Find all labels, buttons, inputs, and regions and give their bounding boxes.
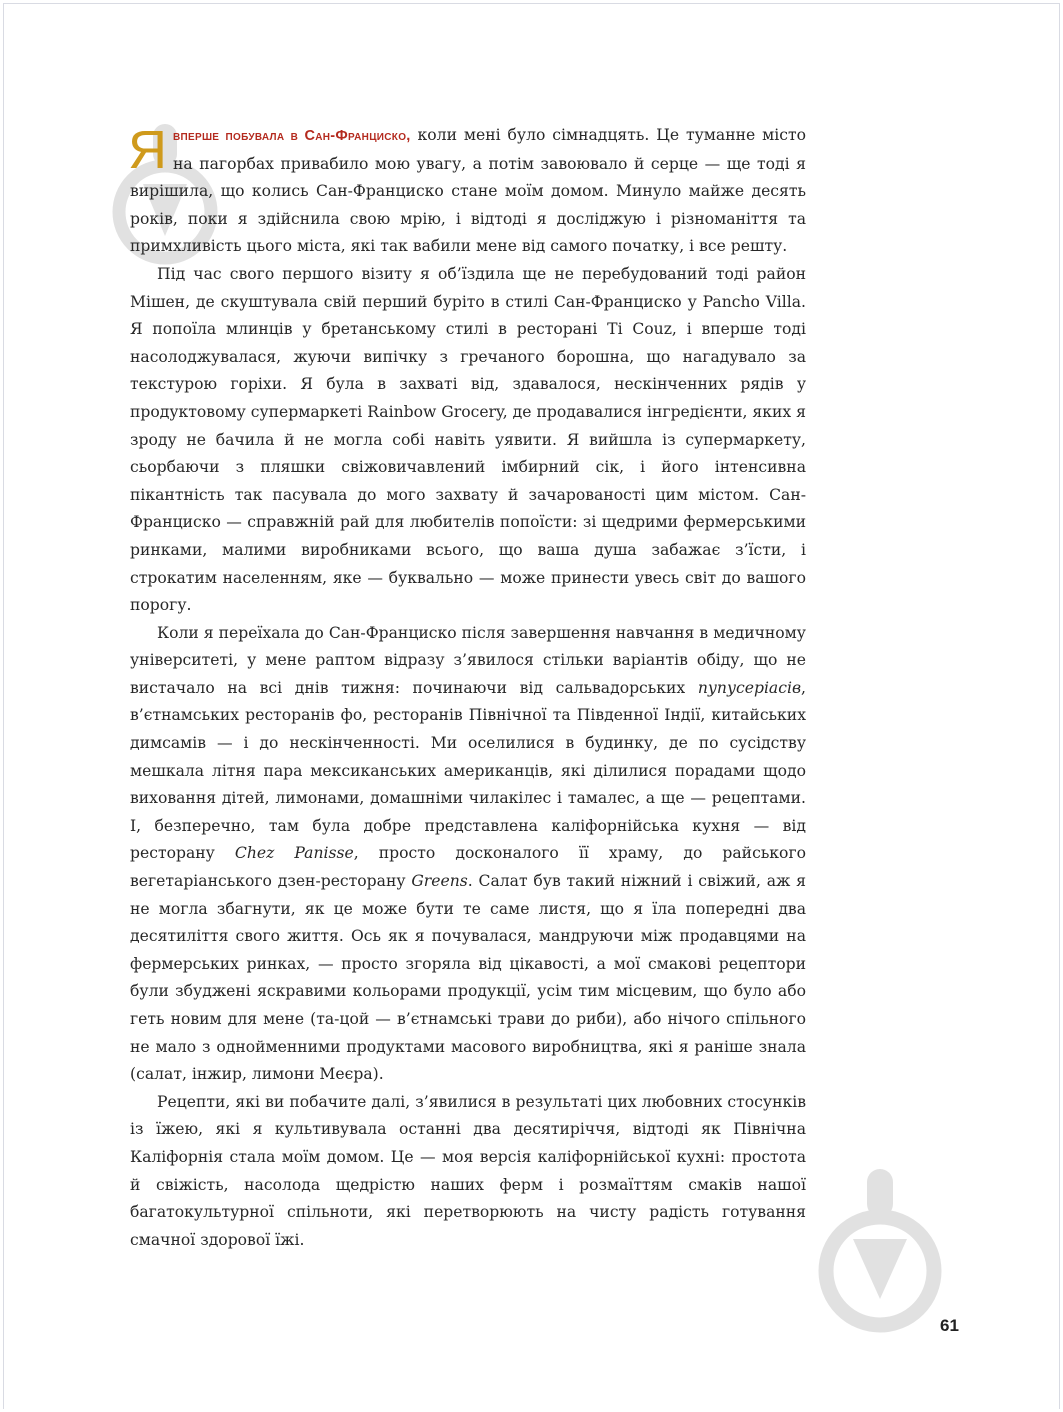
watermark-icon [818,1165,942,1335]
article-body [130,122,806,1254]
paragraph-3-text: , в’єтнамських ресторанів фо, ресторанів Північної та Південної Індії, китайських димсамів — і до нескінченності. Ми оселилися в будинку, де по сусідству мешкала літня пара мексиканських американців, які ділилися порадами щодо виховання дітей, лимонами, домашніми чилакілес і тамалес, а ще — рецептами. І, безперечно, там була добре представлена каліфорнійська кухня — від ресторану [130,678,806,863]
paragraph-3 [130,620,806,1089]
paragraph-3-text: Коли я переїхала до Сан-Франциско після завершення навчання в медичному університеті, у мене раптом відразу з’явилося стільки варіантів обіду, що не вистачало на всі днів тижня: починаючи від сальвадорських [130,623,806,697]
italic-term: Chez Panisse [234,844,354,863]
paragraph-2: Під час свого першого візиту я об’їздила ще не перебудований тоді район Мішен, де скуштувала свій перший буріто в стилі Сан-Франциско у Pancho Villa. Я попоїла млинців у бретанському стилі в ресторані Ti Couz, і вперше тоді насолоджувалася, жуючи випічку з гречаного борошна, що нагадувало за текстурою горіхи. Я була в захваті від, здавалося, нескінченних рядів у продуктовому супермаркеті Rainbow Grocery, де продавалися інгредієнти, яких я зроду не бачила й не могла собі навіть уявити. Я вийшла із супермаркету, сьорбаючи з пляшки свіжовичавлений імбирний сік, і його інтенсивна пікантність так пасувала до мого захвату й зачарованості цим містом. Сан-Франциско — справжній рай для любителів попоїсти: зі щедрими фермерськими ринками, малими виробниками всього, що ваша душа забажає з’їсти, і строкатим населенням, яке — буквально — може принести увесь світ до вашого порогу. [130,264,806,615]
drop-cap: Я [128,120,167,180]
paragraph-3-text: . Салат був такий ніжний і свіжий, аж я не могла збагнути, як це може бути те саме листя, що я їла попередні два десятиліття свого життя. Ось як я почувалася, мандруючи між продавцями на фермерських ринках, — просто згоряла від цікавості, а мої смакові рецептори були збуджені яскравими кольорами продукції, усім тим місцевим, що було або геть новим для мене (та-цой — в’єтнамські трави до риби), або нічого спільного не мало з однойменними продуктами масового виробництва, які я раніше знала (салат, інжир, лимони Меєра). [130,872,806,1084]
page-number: 61 [940,1316,959,1335]
lead-in: вперше побувала в Сан-Франциско, [173,128,411,144]
paragraph-1 [130,122,806,261]
paragraph-4: Рецепти, які ви побачите далі, з’явилися в результаті цих любовних стосунків із їжею, які я культивувала останні два десятиріччя, відтоді як Північна Каліфорнія стала моїм домом. Це — моя версія каліфорнійської кухні: простота й свіжість, насолода щедрістю наших ферм і розмаїттям смаків нашої багатокультурної спільноти, які перетворюють на чисту радість готування смачної здорової їжі. [130,1092,806,1249]
italic-term: пупусеріасів [697,678,802,697]
paragraph-3-text: , просто досконалого її храму, до райського вегетаріанського дзен-ресторану [130,844,806,891]
paragraph-1-text: коли мені було сімнадцять. Це туманне місто на пагорбах привабило мою увагу, а потім завоювало й серце — ще тоді я вирішила, що колись Сан-Франциско стане моїм домом. Минуло майже десять років, поки я здійснила свою мрію, і відтоді я досліджую і різноманіття та примхливість цього міста, які так вабили мене від самого початку, і все решту. [130,126,806,256]
italic-term: Greens [411,872,468,891]
